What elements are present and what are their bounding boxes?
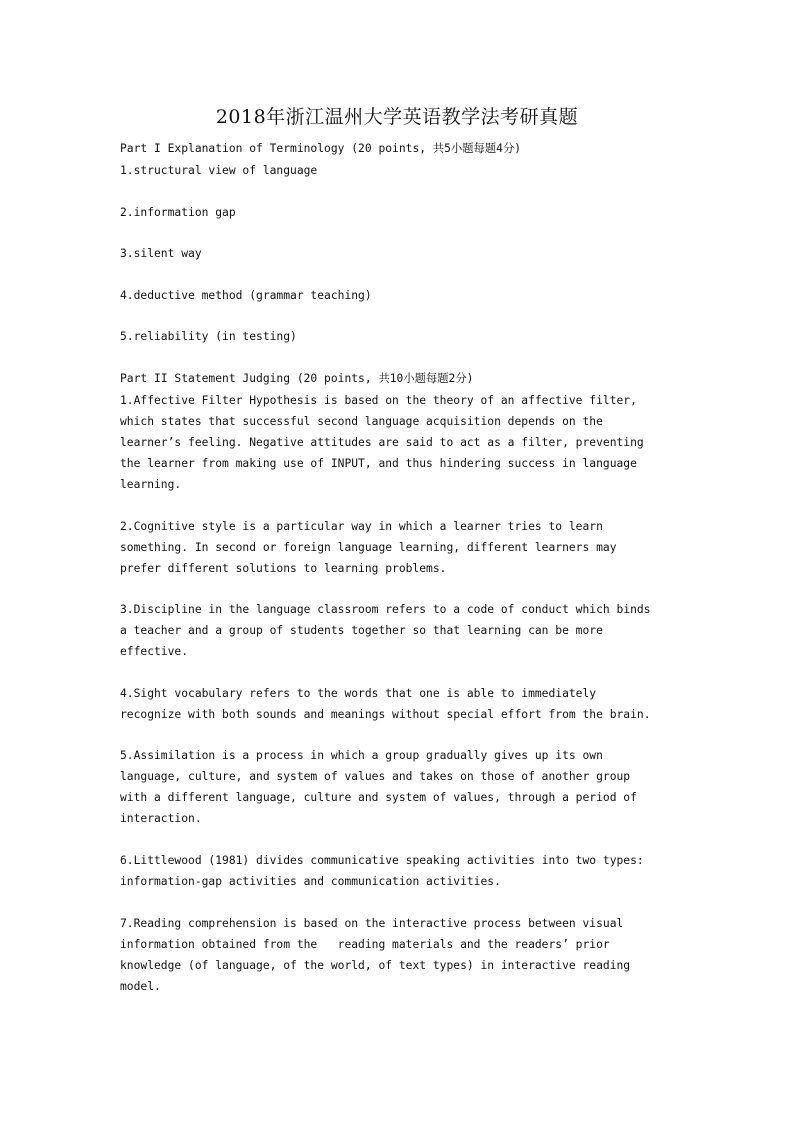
statement-line: learner’s feeling. Negative attitudes are said to act as a filter, preventing: [120, 435, 644, 449]
statement-line: interaction.: [120, 812, 202, 826]
statement-line: knowledge (of language, of the world, of text types) in interactive reading: [120, 958, 631, 972]
statement-line: 2.Cognitive style is a particular way in which a learner tries to learn: [120, 519, 603, 533]
statement-item: [120, 745, 680, 829]
statement-line: 7.Reading comprehension is based on the interactive process between visual: [120, 916, 624, 930]
statement-line: 4.Sight vocabulary refers to the words that one is able to immediately: [120, 686, 597, 700]
statement-line: information-gap activities and communication activities.: [120, 874, 501, 888]
term-item: 2.information gap: [120, 205, 236, 219]
statement-line: with a different language, culture and system of values, through a period of: [120, 791, 637, 805]
part1-heading: Part I Explanation of Terminology (20 points, 共5小题每题4分): [120, 142, 522, 155]
statement-line: recognize with both sounds and meanings without special effort from the brain.: [120, 707, 651, 721]
statement-line: effective.: [120, 645, 189, 659]
statement-line: something. In second or foreign language learning, different learners may: [120, 540, 617, 554]
statement-item: [120, 683, 680, 725]
statement-item: [120, 516, 680, 579]
statement-line: learning.: [120, 477, 182, 491]
statement-line: language, culture, and system of values and takes on those of another group: [120, 770, 631, 784]
document-body: [120, 138, 680, 997]
statement-line: information obtained from the reading materials and the readers’ prior: [120, 937, 610, 951]
term-item: 3.silent way: [120, 247, 202, 261]
term-item: 4.deductive method (grammar teaching): [120, 288, 372, 302]
statement-item: [120, 913, 680, 997]
statement-line: 3.Discipline in the language classroom refers to a code of conduct which binds: [120, 603, 651, 617]
statement-line: 6.Littlewood (1981) divides communicative speaking activities into two types:: [120, 853, 644, 867]
statement-line: which states that successful second language acquisition depends on the: [120, 414, 603, 428]
statement-item: [120, 390, 680, 495]
statement-item: [120, 850, 680, 892]
statement-line: the learner from making use of INPUT, and thus hindering success in language: [120, 456, 637, 470]
document-title: 2018年浙江温州大学英语教学法考研真题: [215, 106, 579, 128]
statement-line: prefer different solutions to learning problems.: [120, 561, 447, 575]
statement-line: 1.Affective Filter Hypothesis is based on the theory of an affective filter,: [120, 393, 637, 407]
term-item: 1.structural view of language: [120, 164, 318, 177]
statement-line: a teacher and a group of students together so that learning can be more: [120, 624, 603, 638]
statement-line: 5.Assimilation is a process in which a group gradually gives up its own: [120, 749, 603, 763]
part2-heading: Part II Statement Judging (20 points, 共10小题每题2分): [120, 371, 474, 385]
term-item: 5.reliability (in testing): [120, 330, 297, 344]
statement-line: model.: [120, 979, 161, 993]
statement-item: [120, 599, 680, 662]
